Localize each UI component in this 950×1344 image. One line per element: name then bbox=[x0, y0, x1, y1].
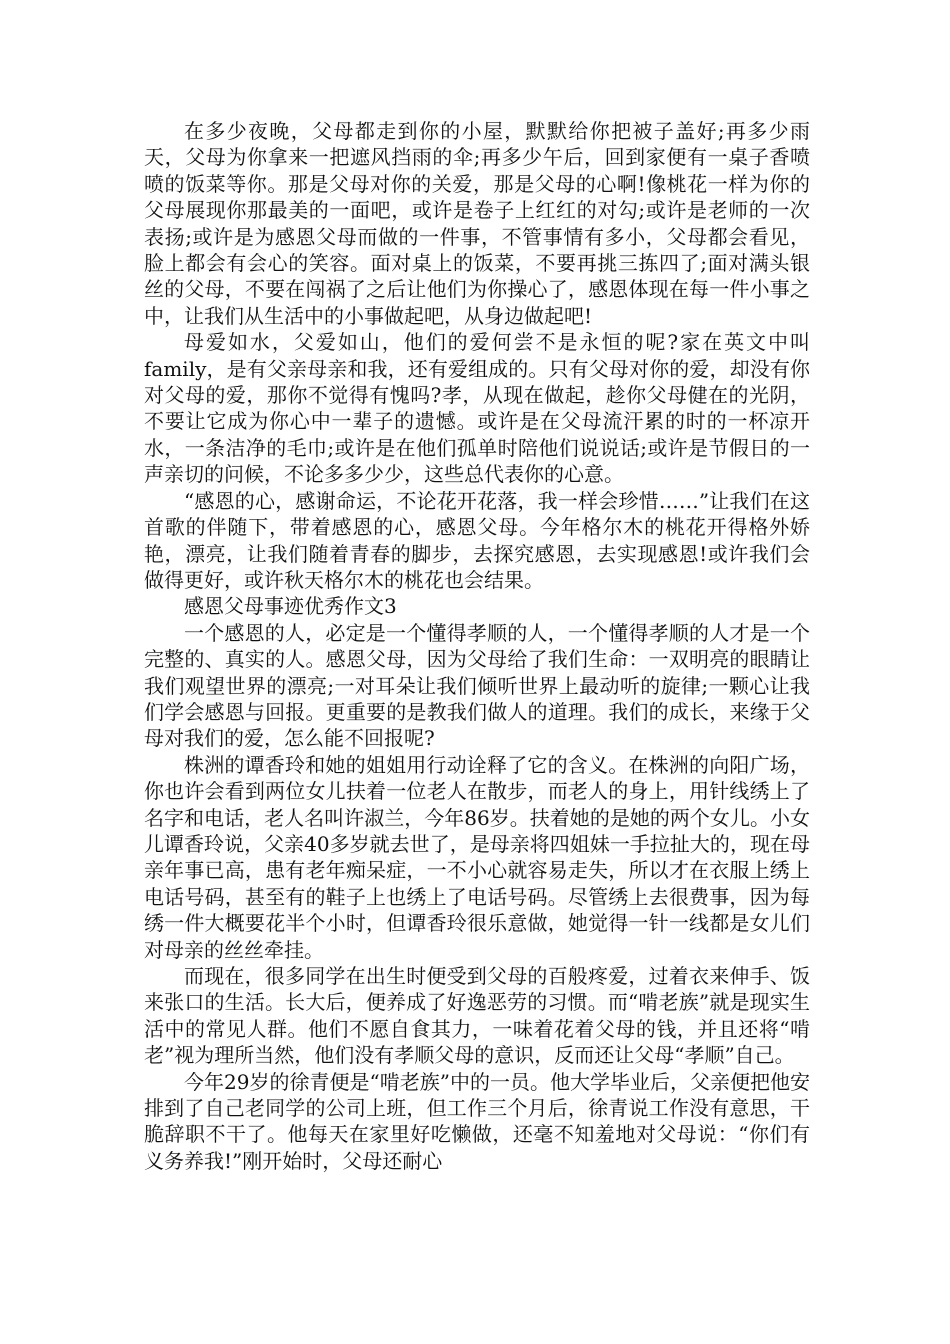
paragraph-6: 而现在，很多同学在出生时便受到父母的百般疼爱，过着衣来伸手、饭来张口的生活。长大后，便养成了好逸恶劳的习惯。而“啃老族”就是现实生活中的常见人群。他们不愿自食其力，一味着花着父母的钱，并且还将“啃老”视为理所当然，他们没有孝顺父母的意识，反而还让父母“孝顺”自己。 bbox=[144, 964, 810, 1068]
paragraph-1: 在多少夜晚，父母都走到你的小屋，默默给你把被子盖好;再多少雨天，父母为你拿来一把遮风挡雨的伞;再多少午后，回到家便有一桌子香喷喷的饭菜等你。那是父母对你的关爱，那是父母的心啊!像桃花一样为你的父母展现你那最美的一面吧，或许是卷子上红红的对勾;或许是老师的一次表扬;或许是为感恩父母而做的一件事，不管事情有多小，父母都会看见，脸上都会有会心的笑容。面对桌上的饭菜，不要再挑三拣四了;面对满头银丝的父母，不要在闯祸了之后让他们为你操心了，感恩体现在每一件小事之中，让我们从生活中的小事做起吧，从身边做起吧! bbox=[144, 119, 810, 328]
document-page bbox=[144, 118, 810, 1174]
section-heading: 感恩父母事迹优秀作文3 bbox=[184, 594, 397, 619]
paragraph-3: “感恩的心，感谢命运，不论花开花落，我一样会珍惜……”让我们在这首歌的伴随下，带着感恩的心，感恩父母。今年格尔木的桃花开得格外娇艳，漂亮，让我们随着青春的脚步，去探究感恩，去实现感恩!或许我们会做得更好，或许秋天格尔木的桃花也会结果。 bbox=[144, 488, 810, 592]
paragraph-4: 一个感恩的人，必定是一个懂得孝顺的人，一个懂得孝顺的人才是一个完整的、真实的人。感恩父母，因为父母给了我们生命：一双明亮的眼睛让我们观望世界的漂亮;一对耳朵让我们倾听世界上最动听的旋律;一颗心让我们学会感恩与回报。更重要的是教我们做人的道理。我们的成长，来缘于父母对我们的爱，怎么能不回报呢? bbox=[144, 620, 810, 751]
paragraph-7: 今年29岁的徐青便是“啃老族”中的一员。他大学毕业后，父亲便把他安排到了自己老同学的公司上班，但工作三个月后，徐青说工作没有意思，干脆辞职不干了。他每天在家里好吃懒做，还毫不知羞地对父母说：“你们有义务养我!”刚开始时，父母还耐心 bbox=[144, 1069, 810, 1173]
paragraph-2: 母爱如水，父爱如山，他们的爱何尝不是永恒的呢?家在英文中叫family，是有父亲母亲和我，还有爱组成的。只有父母对你的爱，却没有你对父母的爱，那你不觉得有愧吗?孝，从现在做起，趁你父母健在的光阴，不要让它成为你心中一辈子的遗憾。或许是在父母流汗累的时的一杯凉开水，一条洁净的毛巾;或许是在他们孤单时陪他们说说话;或许是节假日的一声亲切的问候，不论多多少少，这些总代表你的心意。 bbox=[144, 330, 810, 487]
paragraph-5: 株洲的谭香玲和她的姐姐用行动诠释了它的含义。在株洲的向阳广场，你也许会看到两位女儿扶着一位老人在散步，而老人的身上，用针线绣上了名字和电话，老人名叫许淑兰，今年86岁。扶着她的是她的两个女儿。小女儿谭香玲说，父亲40多岁就去世了，是母亲将四姐妹一手拉扯大的，现在母亲年事已高，患有老年痴呆症，一不小心就容易走失，所以才在衣服上绣上电话号码，甚至有的鞋子上也绣上了电话号码。尽管绣上去很费事，因为每绣一件大概要花半个小时，但谭香玲很乐意做，她觉得一针一线都是女儿们对母亲的丝丝牵挂。 bbox=[144, 752, 810, 962]
